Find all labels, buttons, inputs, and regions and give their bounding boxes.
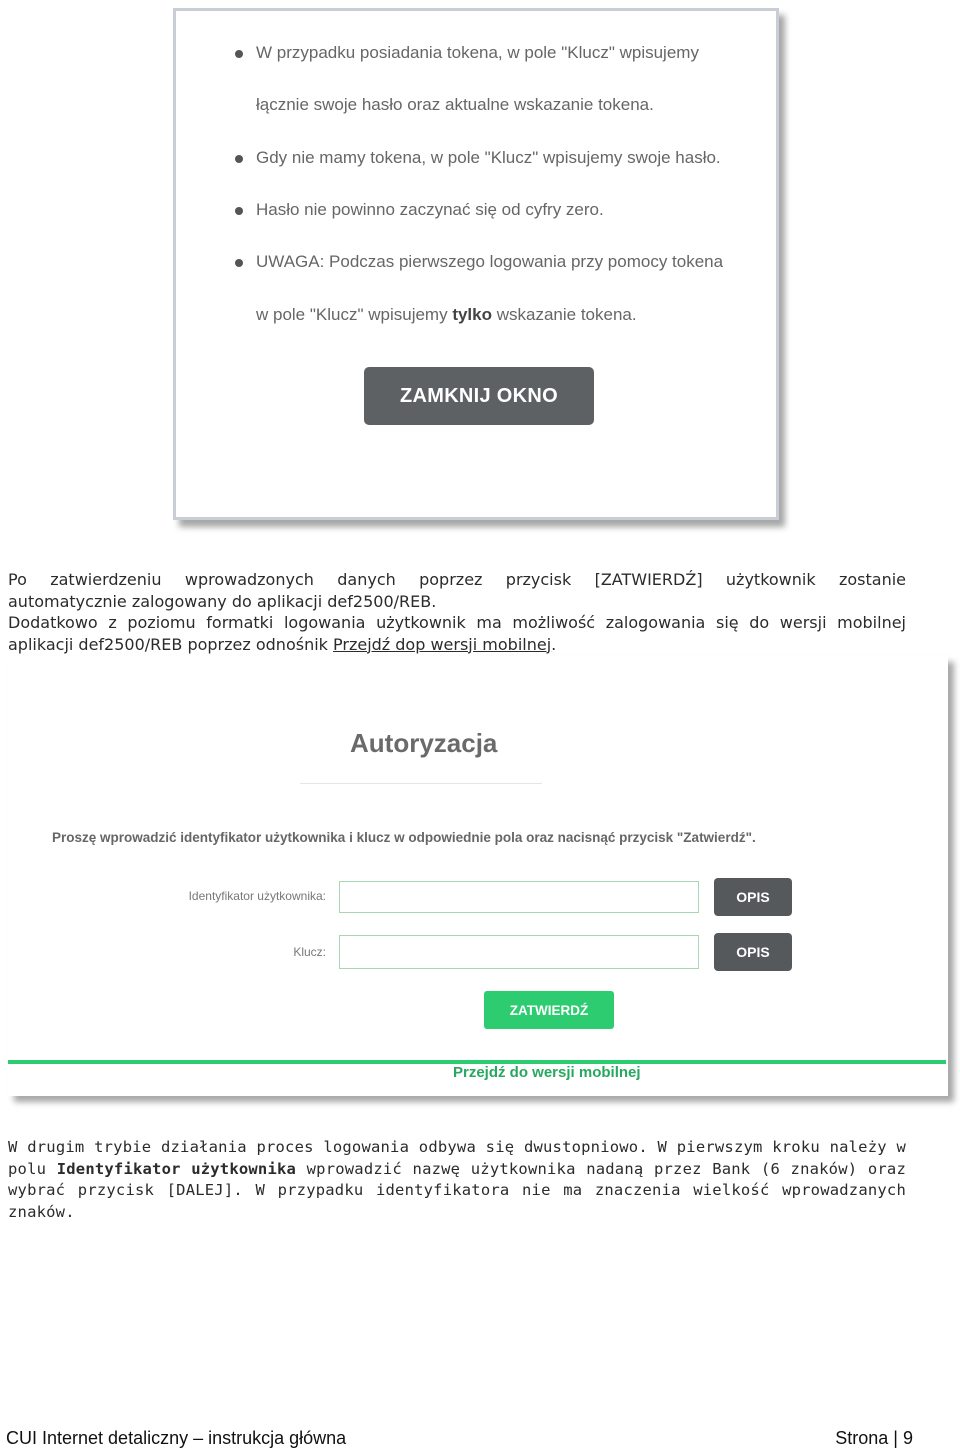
bullet-icon bbox=[235, 259, 243, 267]
para-line: Po zatwierdzeniu wprowadzonych danych poprzez przycisk [ZATWIERDŹ] użytkownik zostanie bbox=[8, 570, 906, 589]
key-description-button[interactable]: OPIS bbox=[714, 933, 792, 971]
key-input[interactable] bbox=[339, 935, 699, 969]
para-emphasis: Identyfikator użytkownika bbox=[56, 1159, 297, 1178]
help-line: Gdy nie mamy tokena, w pole "Klucz" wpisujemy swoje hasło. bbox=[256, 148, 721, 167]
para-text: aplikacji def2500/REB poprzez odnośnik bbox=[8, 634, 333, 654]
help-line: UWAGA: Podczas pierwszego logowania przy pomocy tokena bbox=[256, 252, 724, 271]
help-emphasis: tylko bbox=[452, 305, 492, 324]
help-line: W przypadku posiadania tokena, w pole "Klucz" wpisujemy bbox=[256, 43, 699, 62]
close-window-button[interactable]: ZAMKNIJ OKNO bbox=[364, 367, 594, 425]
paragraph-login-info bbox=[8, 569, 906, 655]
help-line bbox=[256, 305, 637, 325]
help-line: Hasło nie powinno zaczynać się od cyfry zero. bbox=[256, 200, 604, 219]
help-text: w pole "Klucz" wpisujemy bbox=[256, 305, 453, 324]
submit-button[interactable]: ZATWIERDŹ bbox=[484, 991, 614, 1029]
para-line bbox=[8, 634, 906, 656]
mobile-version-link[interactable]: Przejdź do wersji mobilnej bbox=[453, 1064, 641, 1081]
bullet-icon bbox=[235, 207, 243, 215]
form-instruction: Proszę wprowadzić identyfikator użytkownika i klucz w odpowiednie pola oraz nacisnąć przycisk "Zatwierdź". bbox=[52, 830, 756, 845]
para-text: wprowadzić nazwę użytkownika nadaną przez Bank (6 znaków) oraz wybrać przycisk [DALEJ]. W przypadku identyfikatora nie ma znaczenia wielkość wprowadzanych znaków. bbox=[8, 1159, 906, 1221]
help-text: wskazanie tokena. bbox=[492, 305, 637, 324]
authorization-screenshot bbox=[8, 656, 948, 1096]
help-line: łącznie swoje hasło oraz aktualne wskazanie tokena. bbox=[256, 95, 654, 114]
para-text: W drugim trybie działania proces logowania odbywa się dwustopniowo. W pierwszym kroku należy w polu bbox=[8, 1138, 906, 1178]
para-line: Dodatkowo z poziomu formatki logowania użytkownik ma możliwość zalogowania się do wersji mobilnej bbox=[8, 613, 906, 632]
user-id-description-button[interactable]: OPIS bbox=[714, 878, 792, 916]
mobile-version-link[interactable]: Przejdź dop wersji mobilnej bbox=[333, 634, 552, 654]
page-title: Autoryzacja bbox=[350, 728, 498, 758]
para-text: . bbox=[551, 634, 557, 654]
key-label: Klucz: bbox=[293, 945, 326, 959]
paragraph-two-step-login bbox=[8, 1137, 906, 1223]
page-number: Strona | 9 bbox=[835, 1428, 913, 1448]
title-divider bbox=[300, 783, 542, 784]
token-help-window bbox=[173, 8, 779, 520]
document-footer-title: CUI Internet detaliczny – instrukcja główna bbox=[6, 1428, 347, 1448]
bullet-icon bbox=[235, 155, 243, 163]
bullet-icon bbox=[235, 50, 243, 58]
user-id-label: Identyfikator użytkownika: bbox=[188, 889, 326, 903]
user-id-input[interactable] bbox=[339, 881, 699, 913]
para-line: automatycznie zalogowany do aplikacji def2500/REB. bbox=[8, 591, 437, 611]
